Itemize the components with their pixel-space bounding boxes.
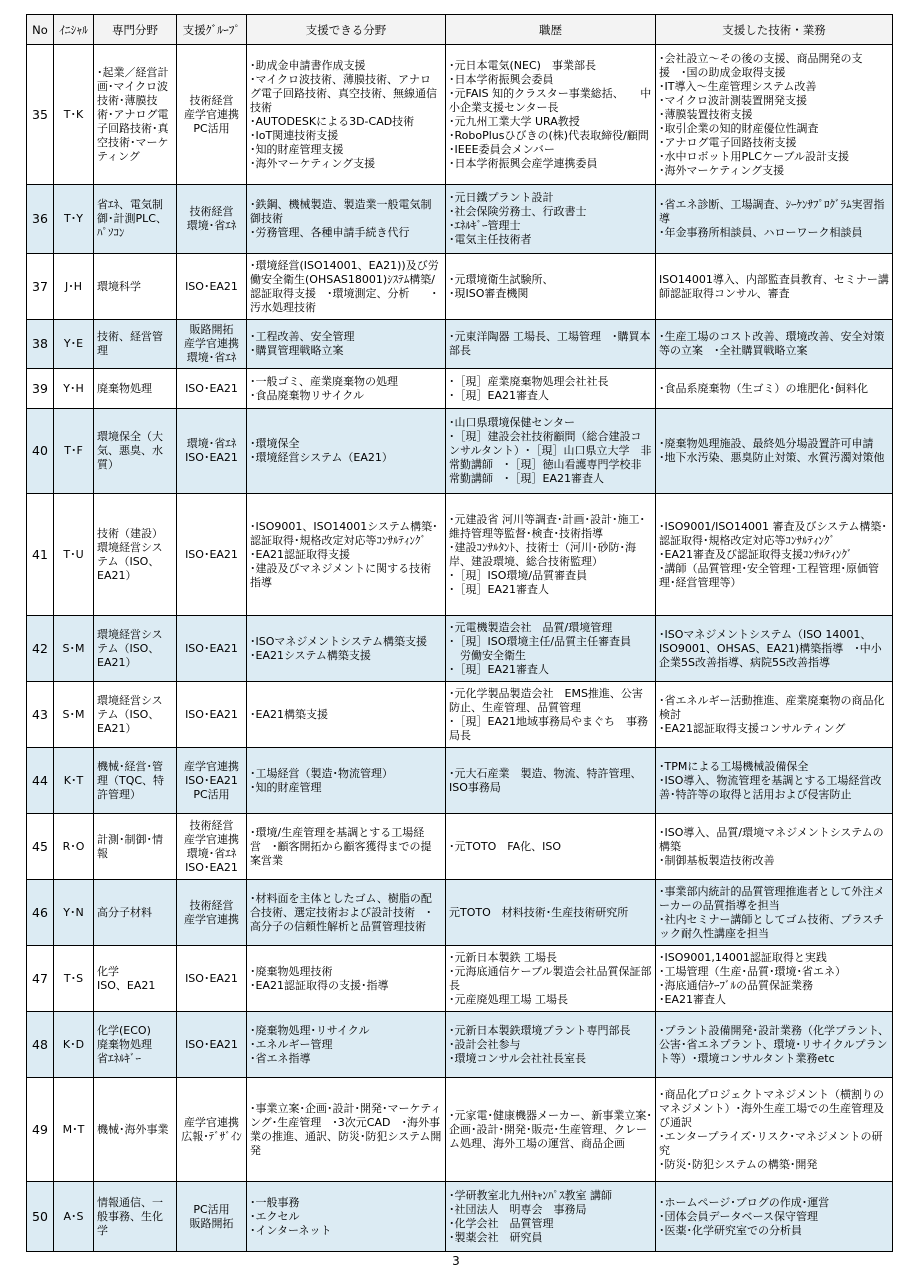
table-row (27, 1182, 893, 1252)
cell-group: PC活用 販路開拓 (177, 1182, 247, 1252)
cell-group: 産学官連携 広報･ﾃﾞｻﾞｲﾝ (177, 1078, 247, 1182)
cell-fields: ･一般ゴミ、産業廃棄物の処理 ･食品廃棄物リサイクル (247, 369, 446, 409)
cell-career: ･元TOTO FA化、ISO (446, 814, 656, 880)
cell-no: 40 (27, 409, 54, 494)
cell-no: 41 (27, 494, 54, 616)
cell-no: 39 (27, 369, 54, 409)
cell-career: ･元建設省 河川等調査･計画･設計･施工･維持管理等監督･検査･技術指導 ･建設ｺﾝｻﾙﾀﾝﾄ、技術士（河川･砂防･海岸、建設環境、総合技術監理） ･［現］ISO環境/品質審査員 ･［現］EA21審査人 (446, 494, 656, 616)
table-row (27, 185, 893, 254)
cell-career: ･元環境衛生試験所、 ･現ISO審査機関 (446, 254, 656, 320)
cell-fields: ･鉄鋼、機械製造、製造業一般電気制御技術 ･労務管理、各種申請手続き代行 (247, 185, 446, 254)
cell-group: ISO･EA21 (177, 682, 247, 748)
cell-specialty: 機械･海外事業 (94, 1078, 177, 1182)
cell-career: ･元日鐵プラント設計 ･社会保険労務士、行政書士 ･ｴﾈﾙｷﾞｰ管理士 ･電気主任技術者 (446, 185, 656, 254)
cell-initials: J･H (54, 254, 94, 320)
cell-fields: ･環境保全 ･環境経営システム（EA21） (247, 409, 446, 494)
cell-group: 技術経営 産学官連携 (177, 880, 247, 946)
cell-group: ISO･EA21 (177, 369, 247, 409)
cell-specialty: 化学 ISO、EA21 (94, 946, 177, 1012)
cell-specialty: 環境経営システム（ISO、EA21） (94, 682, 177, 748)
cell-tech: ･省エネ診断、工場調査、ｼｰｹﾝｻﾌﾟﾛｸﾞﾗﾑ実習指導 ･年金事務所相談員、ハローワーク相談員 (656, 185, 893, 254)
cell-initials: R･O (54, 814, 94, 880)
cell-specialty: 機械･経営･管理（TQC、特許管理） (94, 748, 177, 814)
cell-group: ISO･EA21 (177, 616, 247, 682)
cell-fields: ･材料面を主体としたゴム、樹脂の配合技術、選定技術および設計技術 ･高分子の信頼性解析と品質管理技術 (247, 880, 446, 946)
page-number: 3 (452, 1254, 460, 1268)
cell-career: ･山口県環境保健センター ･［現］建設会社技術顧問（総合建設コンサルタント）･［現］山口県立大学 非常勤講師 ･［現］徳山看護専門学校非常勤講師 ･［現］EA21審査人 (446, 409, 656, 494)
cell-initials: Y･H (54, 369, 94, 409)
cell-no: 36 (27, 185, 54, 254)
cell-fields: ･助成金申請書作成支援 ･マイクロ波技術、薄膜技術、アナログ電子回路技術、真空技術、無線通信技術 ･AUTODESKによる3D-CAD技術 ･IoT関連技術支援 ･知的財産管理支援 ･海外マーケティング支援 (247, 45, 446, 185)
cell-initials: T･Y (54, 185, 94, 254)
header-career: 職歴 (446, 15, 656, 45)
cell-group: 産学官連携 ISO･EA21 PC活用 (177, 748, 247, 814)
table-row (27, 409, 893, 494)
table-row (27, 748, 893, 814)
cell-group: 販路開拓 産学官連携 環境･省ｴﾈ (177, 320, 247, 369)
cell-tech: ･ホームページ･ブログの作成･運営 ･団体会員データベース保守管理 ･医薬･化学研究室での分析員 (656, 1182, 893, 1252)
cell-specialty: 高分子材料 (94, 880, 177, 946)
header-no: No (27, 15, 54, 45)
table-row (27, 616, 893, 682)
cell-fields: ･廃棄物処理･リサイクル ･エネルギー管理 ･省エネ指導 (247, 1012, 446, 1078)
cell-tech: ･省エネルギー活動推進、産業廃棄物の商品化検討 ･EA21認証取得支援コンサルティング (656, 682, 893, 748)
cell-initials: K･T (54, 748, 94, 814)
cell-specialty: ･起業／経営計画･マイクロ波技術･薄膜技術･アナログ電子回路技術･真空技術･マーケティング (94, 45, 177, 185)
cell-initials: T･K (54, 45, 94, 185)
cell-career: ･元化学製品製造会社 EMS推進、公害防止、生産管理、品質管理 ･［現］EA21地域事務局やまぐち 事務局長 (446, 682, 656, 748)
cell-group: ISO･EA21 (177, 494, 247, 616)
cell-initials: Y･E (54, 320, 94, 369)
cell-initials: M･T (54, 1078, 94, 1182)
cell-career: ･元大石産業 製造、物流、特許管理、ISO事務局 (446, 748, 656, 814)
cell-no: 49 (27, 1078, 54, 1182)
cell-career: ･元家電･健康機器メーカー、新事業立案･企画･設計･開発･販売･生産管理、クレーム処理、海外工場の運営、商品企画 (446, 1078, 656, 1182)
cell-initials: T･S (54, 946, 94, 1012)
experts-table (26, 14, 893, 1252)
cell-fields: ･ISOマネジメントシステム構築支援 ･EA21システム構築支援 (247, 616, 446, 682)
cell-tech: ･ISO導入、品質/環境マネジメントシステムの構築 ･制御基板製造技術改善 (656, 814, 893, 880)
cell-specialty: 計測･制御･情報 (94, 814, 177, 880)
cell-specialty: 情報通信、一般事務、生化学 (94, 1182, 177, 1252)
cell-no: 43 (27, 682, 54, 748)
cell-group: 技術経営 環境･省ｴﾈ (177, 185, 247, 254)
cell-fields: ･環境/生産管理を基調とする工場経営 ･顧客開拓から顧客獲得までの提案営業 (247, 814, 446, 880)
table-row (27, 369, 893, 409)
table-row (27, 320, 893, 369)
cell-specialty: 環境科学 (94, 254, 177, 320)
cell-career: ･［現］産業廃棄物処理会社社長 ･［現］EA21審査人 (446, 369, 656, 409)
table-row (27, 254, 893, 320)
cell-initials: T･U (54, 494, 94, 616)
table-row (27, 1078, 893, 1182)
cell-fields: ･工場経営（製造･物流管理） ･知的財産管理 (247, 748, 446, 814)
cell-tech: ･プラント設備開発･設計業務（化学プラント、公害･省エネプラント、環境･リサイクルプラント等）･環境コンサルタント業務etc (656, 1012, 893, 1078)
cell-career: ･学研教室北九州ｷｬﾝﾊﾟｽ教室 講師 ･社団法人 明専会 事務局 ･化学会社 品質管理 ･製薬会社 研究員 (446, 1182, 656, 1252)
cell-group: 技術経営 産学官連携 環境･省ｴﾈ ISO･EA21 (177, 814, 247, 880)
cell-career: ･元新日本製鉄環境プラント専門部長 ･設計会社参与 ･環境コンサル会社社長室長 (446, 1012, 656, 1078)
cell-no: 38 (27, 320, 54, 369)
cell-tech: ･ISOマネジメントシステム（ISO 14001、ISO9001、OHSAS、EA21)構築指導 ･中小企業5S改善指導、病院5S改善指導 (656, 616, 893, 682)
cell-tech: ･生産工場のコスト改善、環境改善、安全対策等の立案 ･全社購買戦略立案 (656, 320, 893, 369)
cell-career: ･元日本電気(NEC) 事業部長 ･日本学術振興会委員 ･元FAIS 知的クラスター事業総括、 中小企業支援センター長 ･元九州工業大学 URA教授 ･RoboPlusひびきの(株)代表取締役/顧問 ･IEEE委員会メンバー ･日本学術振興会産学連携委員 (446, 45, 656, 185)
cell-specialty: 化学(ECO) 廃棄物処理 省ｴﾈﾙｷﾞｰ (94, 1012, 177, 1078)
cell-initials: A･S (54, 1182, 94, 1252)
cell-career: ･元新日本製鉄 工場長 ･元海底通信ケーブル製造会社品質保証部長 ･元産廃処理工場 工場長 (446, 946, 656, 1012)
cell-specialty: 環境保全（大気、悪臭、水質） (94, 409, 177, 494)
cell-tech: ･ISO9001,14001認証取得と実践 ･工場管理（生産･品質･環境･省エネ） ･海底通信ｹｰﾌﾞﾙの品質保証業務 ･EA21審査人 (656, 946, 893, 1012)
cell-fields: ･工程改善、安全管理 ･購買管理戦略立案 (247, 320, 446, 369)
cell-tech: ･事業部内統計的品質管理推進者として外注メーカーの品質指導を担当 ･社内セミナー講師としてゴム技術、プラスチック耐久性講座を担当 (656, 880, 893, 946)
cell-specialty: 技術（建設）環境経営システム（ISO、EA21） (94, 494, 177, 616)
cell-no: 37 (27, 254, 54, 320)
table-row (27, 880, 893, 946)
cell-fields: ･環境経営(ISO14001、EA21))及び労働安全衛生(OHSAS18001)ｼｽﾃﾑ構築/認証取得支援 ･環境測定、分析 ･汚水処理技術 (247, 254, 446, 320)
cell-initials: Y･N (54, 880, 94, 946)
cell-specialty: 省ｴﾈ、電気制御･計測PLC、ﾊﾟｿｺﾝ (94, 185, 177, 254)
header-specialty: 専門分野 (94, 15, 177, 45)
cell-no: 45 (27, 814, 54, 880)
cell-tech: ISO14001導入、内部監査員教育、セミナー講師認証取得コンサル、審査 (656, 254, 893, 320)
header-group: 支援ｸﾞﾙｰﾌﾟ (177, 15, 247, 45)
cell-no: 44 (27, 748, 54, 814)
cell-initials: S･M (54, 682, 94, 748)
header-initials: ｲﾆｼｬﾙ (54, 15, 94, 45)
table-row (27, 682, 893, 748)
cell-specialty: 環境経営システム（ISO、EA21） (94, 616, 177, 682)
cell-career: ･元電機製造会社 品質/環境管理 ･［現］ISO環境主任/品質主任審査員 労働安全衛生 ･［現］EA21審査人 (446, 616, 656, 682)
cell-fields: ･ISO9001、ISO14001システム構築･認証取得･規格改定対応等ｺﾝｻﾙﾃｨﾝｸﾞ ･EA21認証取得支援 ･建設及びマネジメントに関する技術指導 (247, 494, 446, 616)
header-tech: 支援した技術・業務 (656, 15, 893, 45)
cell-group: ISO･EA21 (177, 946, 247, 1012)
cell-specialty: 技術、経営管理 (94, 320, 177, 369)
cell-tech: ･食品系廃棄物（生ゴミ）の堆肥化･飼料化 (656, 369, 893, 409)
cell-no: 35 (27, 45, 54, 185)
cell-tech: ･商品化プロジェクトマネジメント（横割りのマネジメント）･海外生産工場での生産管理及び通訳 ･エンタープライズ･リスク･マネジメントの研究 ･防災･防犯システムの構築･開発 (656, 1078, 893, 1182)
cell-initials: K･D (54, 1012, 94, 1078)
table-row (27, 1012, 893, 1078)
header-row (27, 15, 893, 45)
cell-group: 環境･省ｴﾈ ISO･EA21 (177, 409, 247, 494)
table-row (27, 494, 893, 616)
cell-no: 42 (27, 616, 54, 682)
cell-fields: ･事業立案･企画･設計･開発･マーケティング･生産管理 ･3次元CAD ･海外事業の推進、通訳、防災･防犯システム開発 (247, 1078, 446, 1182)
cell-no: 47 (27, 946, 54, 1012)
cell-specialty: 廃棄物処理 (94, 369, 177, 409)
header-fields: 支援できる分野 (247, 15, 446, 45)
cell-career: 元TOTO 材料技術･生産技術研究所 (446, 880, 656, 946)
cell-fields: ･廃棄物処理技術 ･EA21認証取得の支援･指導 (247, 946, 446, 1012)
cell-no: 50 (27, 1182, 54, 1252)
cell-career: ･元東洋陶器 工場長、工場管理 ･購買本部長 (446, 320, 656, 369)
cell-tech: ･会社設立～その後の支援、商品開発の支援 ･国の助成金取得支援 ･IT導入～生産管理システム改善 ･マイクロ波計測装置開発支援 ･薄膜装置技術支援 ･取引企業の知的財産優位性調査 ･アナログ電子回路技術支援 ･水中ロボット用PLCケーブル設計支援 ･海外マーケティング支援 (656, 45, 893, 185)
table-row (27, 45, 893, 185)
cell-group: ISO･EA21 (177, 254, 247, 320)
cell-no: 46 (27, 880, 54, 946)
cell-tech: ･廃棄物処理施設、最終処分場設置許可申請 ･地下水汚染、悪臭防止対策、水質汚濁対策他 (656, 409, 893, 494)
cell-initials: T･F (54, 409, 94, 494)
cell-tech: ･ISO9001/ISO14001 審査及びシステム構築･認証取得･規格改定対応等ｺﾝｻﾙﾃｨﾝｸﾞ ･EA21審査及び認証取得支援ｺﾝｻﾙﾃｨﾝｸﾞ ･講師（品質管理･安全管理･工程管理･原価管理･経営管理等） (656, 494, 893, 616)
cell-no: 48 (27, 1012, 54, 1078)
cell-tech: ･TPMによる工場機械設備保全 ･ISO導入、物流管理を基調とする工場経営改善･特許等の取得と活用および侵害防止 (656, 748, 893, 814)
cell-fields: ･EA21構築支援 (247, 682, 446, 748)
cell-group: ISO･EA21 (177, 1012, 247, 1078)
cell-fields: ･一般事務 ･エクセル ･インターネット (247, 1182, 446, 1252)
table-row (27, 814, 893, 880)
cell-group: 技術経営 産学官連携 PC活用 (177, 45, 247, 185)
cell-initials: S･M (54, 616, 94, 682)
table-row (27, 946, 893, 1012)
